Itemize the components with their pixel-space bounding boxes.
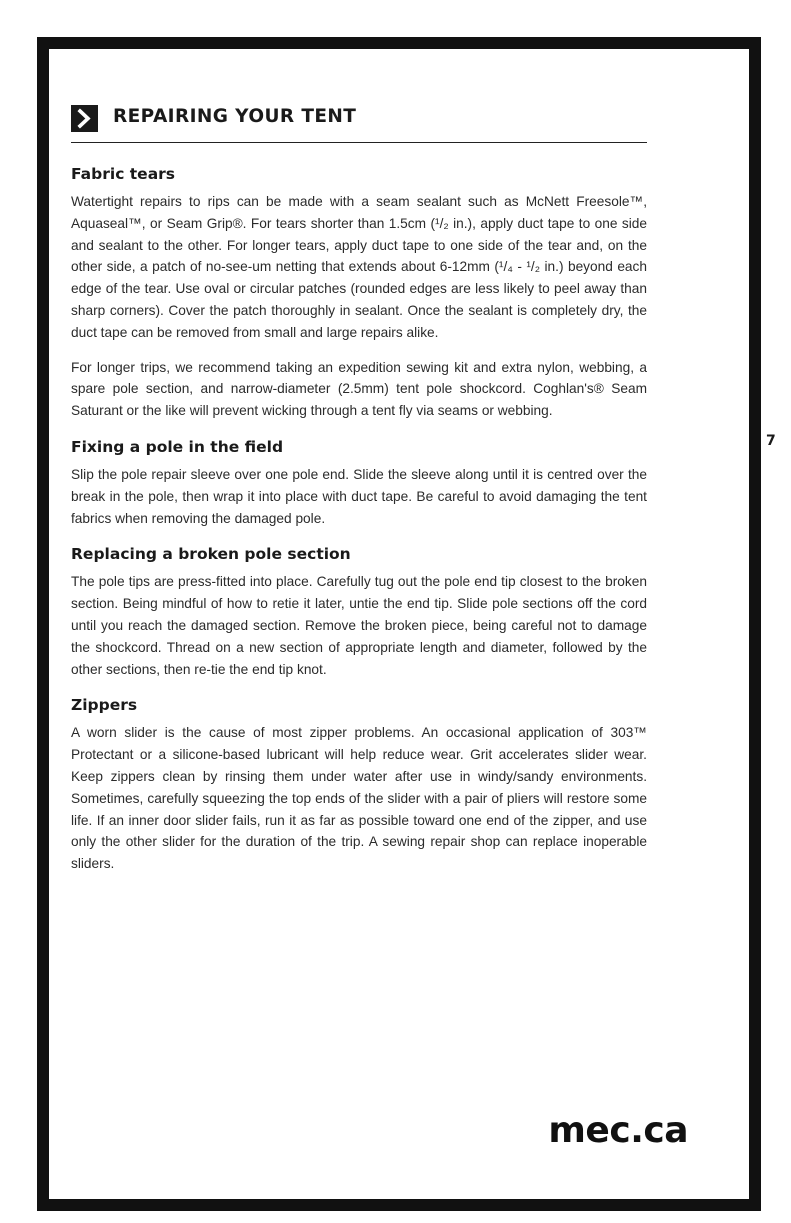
- paragraph: The pole tips are press-fitted into place. Carefully tug out the pole end tip closest to the broken section. Being mindful of how to retie it later, untie the end tip. Slide pole sections off the cord until you reach the damaged section. Remove the broken piece, being careful not to damage the shockcord. Thread on a new section of appropriate length and diameter, followed by the other sections, then re-tie the end tip knot.: [71, 574, 647, 677]
- chevron-right-icon: [71, 105, 98, 132]
- section-header: [71, 104, 647, 143]
- section-replacing-pole: [71, 542, 647, 680]
- page-number: 7: [766, 433, 776, 449]
- paragraph: A worn slider is the cause of most zipper problems. An occasional application of 303™ Protectant or a silicone-based lubricant will help reduce wear. Grit accelerates slider wear. Keep zippers clean by rinsing them under water after use in windy/sandy environments. Sometimes, carefully squeezing the top ends of the slider with a pair of pliers will restore some life. If an inner door slider fails, run it as far as possible toward one end of the zipper, and use only the other slider for the duration of the trip. A sewing repair shop can replace inoperable sliders.: [71, 725, 647, 872]
- section-heading: Zippers: [71, 696, 138, 715]
- section-heading: Replacing a broken pole section: [71, 545, 351, 564]
- section-heading: Fabric tears: [71, 165, 176, 183]
- page-title: REPAIRING YOUR TENT: [113, 106, 357, 127]
- paragraph: For longer trips, we recommend taking an expedition sewing kit and extra nylon, webbing, a spare pole section, and narrow-diameter (2.5mm) tent pole shockcord. Coghlan's® Seam Saturant or the like will prevent wicking through a tent fly via seams or webbing.: [71, 359, 647, 419]
- paragraph: Slip the pole repair sleeve over one pole end. Slide the sleeve along until it is centred over the break in the pole, then wrap it into place with duct tape. Be careful to avoid damaging the tent fabrics when removing the damaged pole.: [71, 466, 647, 526]
- section-heading: Fixing a pole in the field: [71, 437, 284, 456]
- paragraph: Watertight repairs to rips can be made with a seam sealant such as McNett Freesole™, Aquaseal™, or Seam Grip®. For tears shorter than 1.5cm (¹/₂ in.), apply duct tape to one side and sealant to the other. For longer tears, apply duct tape to one side of the tear and, on the other side, a patch of no-see-um netting that extends about 6-12mm (¹/₄ - ¹/₂ in.) beyond each edge of the tear. Use oval or circular patches (rounded edges are less likely to peel away than sharp corners). Cover the patch thoroughly in sealant. Once the sealant is completely dry, the duct tape can be removed from small and large repairs alike.: [71, 194, 647, 340]
- section-zippers: [71, 693, 647, 875]
- brand-logo: mec.ca: [548, 1110, 688, 1151]
- section-fabric-tears: [71, 162, 647, 422]
- section-fixing-pole: [71, 435, 647, 529]
- main-content: [71, 162, 647, 888]
